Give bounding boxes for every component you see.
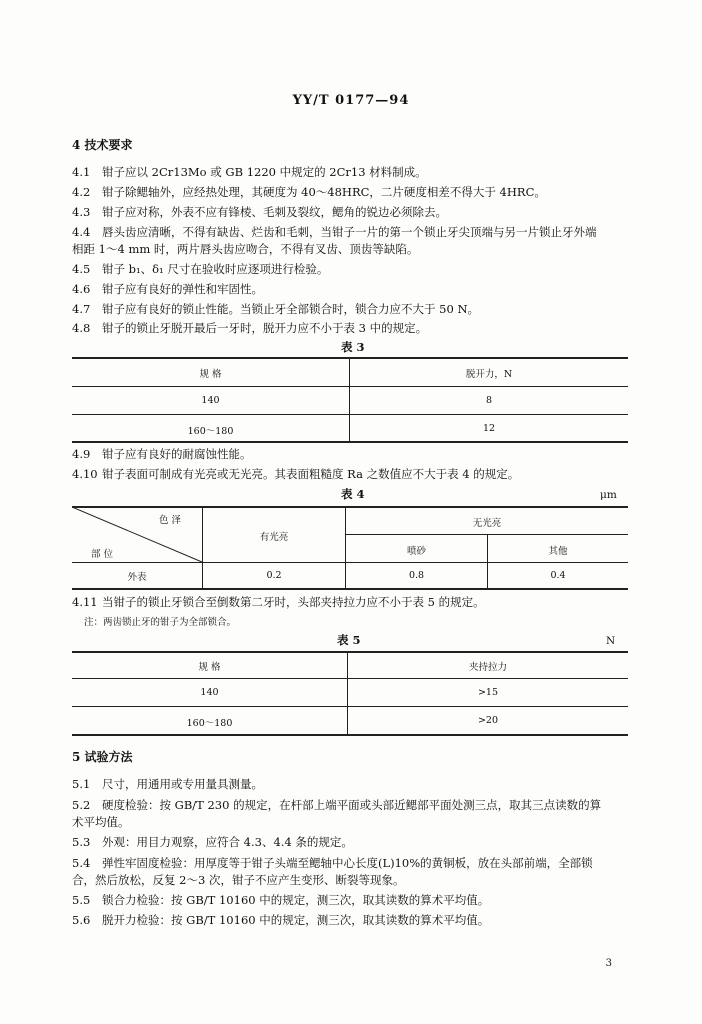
clause-4-11: [72, 594, 632, 611]
clause-text: 尺寸，用通用或专用量具测量。: [102, 777, 263, 791]
clause-text: 钳子表面可制成有光亮或无光亮。其表面粗糙度 Ra 之数值应不大于表 4 的规定。: [102, 467, 520, 481]
table-rule: [72, 678, 628, 679]
table-cell: 0.2: [266, 570, 282, 581]
clause-5-3: [72, 834, 632, 851]
table-cell: 160～180: [187, 426, 234, 437]
clause-text: 钳子应以 2Cr13Mo 或 GB 1220 中规定的 2Cr13 材料制成。: [102, 165, 427, 179]
clause-number: 4.4: [72, 225, 91, 239]
table-cell: 0.4: [550, 570, 566, 581]
table-cell: 140: [200, 687, 219, 698]
clause-5-2-continued: 术平均值。: [72, 815, 130, 829]
clause-5-2: [72, 797, 632, 814]
standard-header: YY/T 0177—94: [292, 93, 410, 108]
clause-number: 5.3: [72, 835, 91, 849]
clause-text: 脱开力检验：按 GB/T 10160 中的规定，测三次，取其读数的算术平均值。: [102, 913, 490, 927]
clause-text: 唇头齿应清晰，不得有缺齿、烂齿和毛刺，当钳子一片的第一个锁止牙尖顶端与另一片锁止牙外端: [102, 225, 597, 239]
table-5-unit: N: [606, 635, 616, 647]
clause-text: 钳子的锁止牙脱开最后一牙时，脱开力应不小于表 3 中的规定。: [102, 321, 428, 335]
table-header-cell: 规 格: [199, 369, 222, 380]
table-cell: >15: [477, 687, 499, 698]
clause-5-4-continued: 合，然后放松，反复 2～3 次，钳子不应产生变形、断裂等现象。: [72, 873, 405, 887]
clause-number: 5.4: [72, 856, 91, 870]
clause-number: 4.7: [72, 302, 91, 316]
clause-5-6: [72, 912, 632, 929]
clause-number: 4.10: [72, 467, 98, 481]
table-header-cell: 有光亮: [259, 532, 289, 543]
table-4-caption: 表 4: [341, 487, 365, 501]
table-header-cell: 脱开力，N: [465, 369, 513, 380]
clause-text: 钳子 b₁、δ₁ 尺寸在验收时应逐项进行检验。: [102, 262, 329, 276]
table-rule: [72, 706, 628, 707]
clause-5-4: [72, 855, 632, 872]
clause-text: 钳子除鳃轴外，应经热处理，其硬度为 40～48HRC，二片硬度相差不得大于 4HRC。: [102, 185, 546, 199]
table-cell: 8: [485, 395, 493, 406]
clause-number: 4.3: [72, 205, 91, 219]
clause-number: 5.5: [72, 893, 91, 907]
table-cell: 12: [482, 423, 496, 434]
clause-number: 4.9: [72, 447, 91, 461]
clause-number: 5.6: [72, 913, 91, 927]
clause-text: 钳子应对称，外表不应有锋棱、毛刺及裂纹，鳃角的锐边必须除去。: [102, 205, 447, 219]
clause-text: 当钳子的锁止牙锁合至倒数第二牙时，头部夹持拉力应不小于表 5 的规定。: [102, 595, 485, 609]
table-row-label: 外表: [127, 572, 147, 583]
diagonal-header-top: 色 泽: [158, 515, 182, 526]
clause-text: 弹性牢固度检验：用厚度等于钳子头端至鳃轴中心长度(L)10%的黄铜板，放在头部前端，全部锁: [102, 856, 593, 870]
clause-number: 4.8: [72, 321, 91, 335]
table-rule: [72, 734, 628, 736]
section-5-title: 5 试验方法: [72, 750, 133, 764]
table-cell: 0.8: [408, 570, 425, 581]
diagonal-header-bottom: 部 位: [90, 549, 114, 560]
clause-5-1: [72, 776, 632, 793]
clause-text: 钳子应有良好的弹性和牢固性。: [102, 282, 263, 296]
table-header-cell: 规 格: [198, 662, 221, 673]
clause-number: 4.5: [72, 262, 91, 276]
table-cell: 140: [201, 395, 220, 406]
clause-text: 锁合力检验：按 GB/T 10160 中的规定，测三次，取其读数的算术平均值。: [102, 893, 490, 907]
page-number: 3: [605, 958, 612, 969]
clause-number: 5.2: [72, 798, 91, 812]
clause-text: 外观：用目力观察，应符合 4.3、4.4 条的规定。: [102, 835, 353, 849]
clause-number: 4.6: [72, 282, 91, 296]
table-header-cell: 夹持拉力: [468, 662, 507, 673]
table-4-unit: μm: [600, 489, 617, 501]
table-header-cell: 无光亮: [472, 518, 502, 529]
clause-text: 硬度检验：按 GB/T 230 的规定，在杆部上端平面或头部近鳃部平面处测三点，取其三点读数的算: [102, 798, 602, 812]
table-subheader-cell: 喷砂: [406, 546, 426, 557]
clause-text: 钳子应有良好的锁止性能。当锁止牙全部锁合时，锁合力应不大于 50 N。: [102, 302, 480, 316]
clause-text: 钳子应有良好的耐腐蚀性能。: [102, 447, 252, 461]
clause-4-4-continued: 相距 1～4 mm 时，两片唇头齿应吻合，不得有叉齿、顶齿等缺陷。: [72, 242, 419, 256]
clause-number: 4.11: [72, 595, 98, 609]
table-subheader-cell: 其他: [548, 546, 568, 557]
section-4-title: 4 技术要求: [72, 138, 133, 152]
table-rule: [72, 651, 628, 653]
table-note: 注：两齿锁止牙的钳子为全部锁合。: [84, 617, 237, 628]
clause-5-5: [72, 892, 632, 909]
table-cell: 160～180: [186, 718, 233, 729]
clause-number: 4.1: [72, 165, 91, 179]
table-cell: >20: [477, 715, 499, 726]
clause-number: 5.1: [72, 777, 91, 791]
table-5-caption: 表 5: [337, 633, 361, 647]
clause-number: 4.2: [72, 185, 91, 199]
table-3-caption: 表 3: [341, 340, 365, 354]
